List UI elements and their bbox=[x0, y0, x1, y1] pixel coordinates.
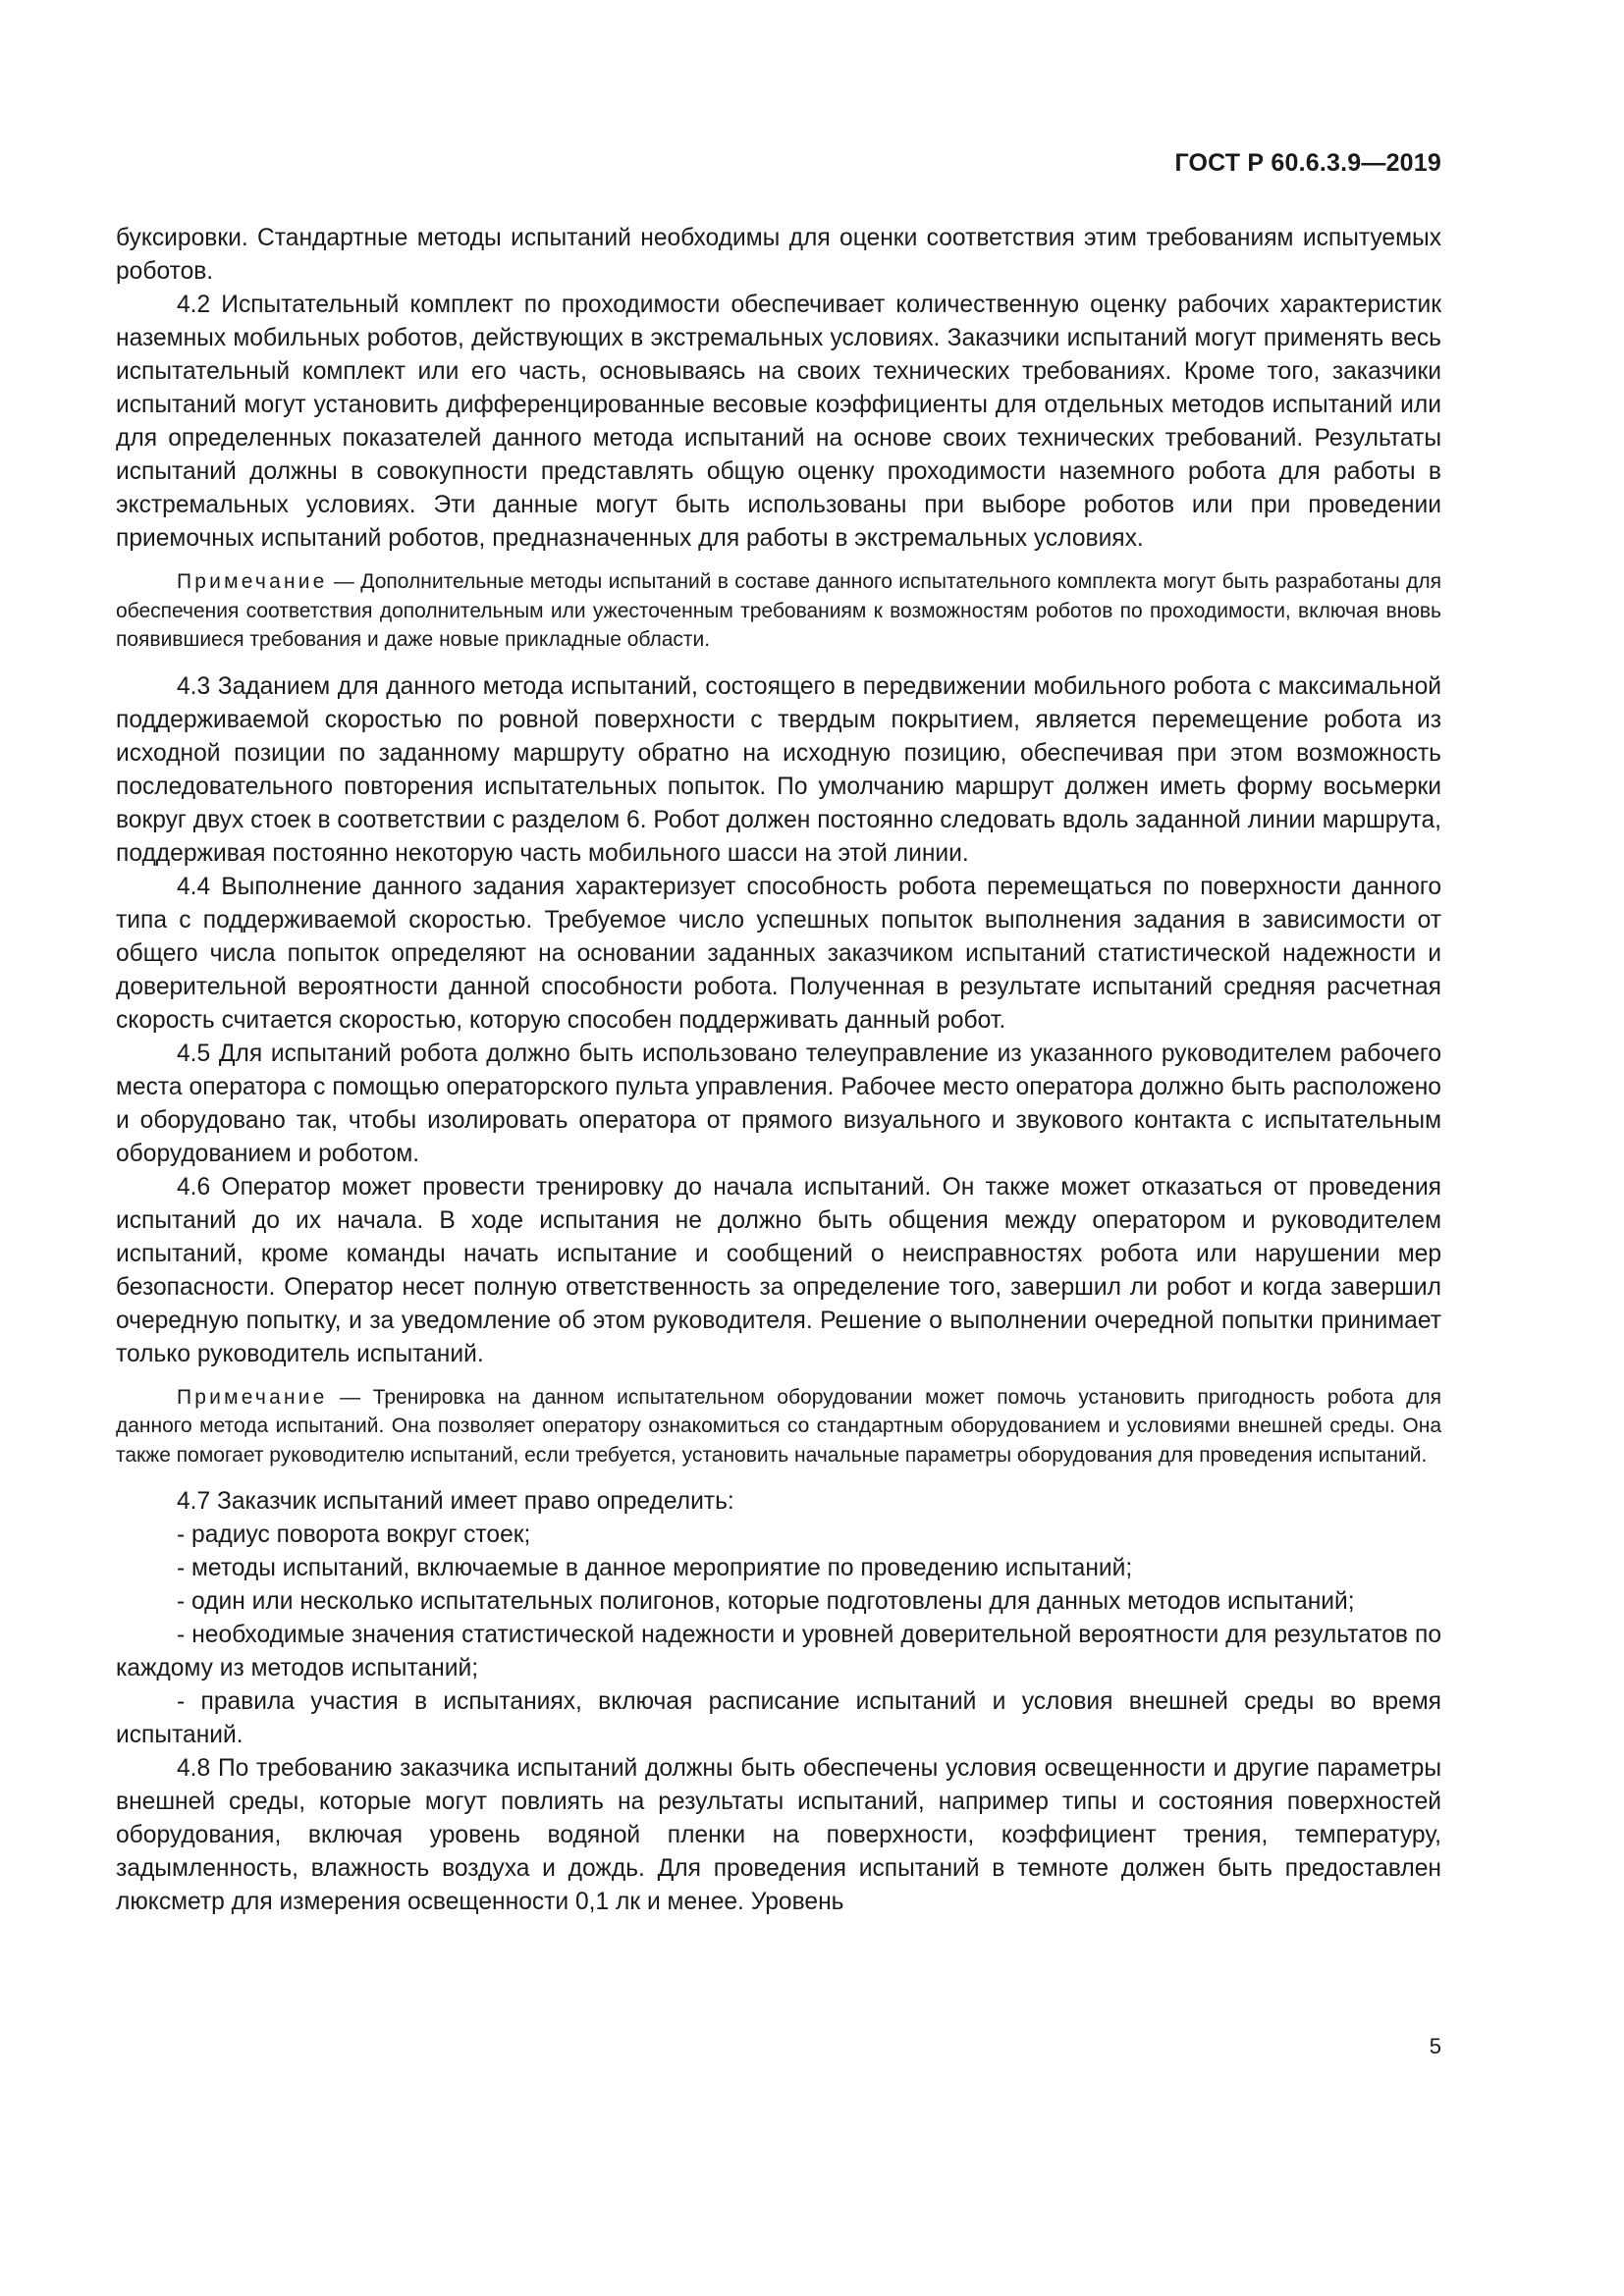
paragraph-4-2: 4.2 Испытательный комплект по проходимости обеспечивает количественную оценку рабочих характеристик наземных мобильных роботов, действующих в экстремальных условиях. Заказчики испытаний могут применять весь испытательный комплект или его часть, основываясь на своих технических требованиях. Кроме того, заказчики испытаний могут установить дифференцированные весовые коэффициенты для отдельных методов испытаний или для определенных показателей данного метода испытаний на основе своих технических требований. Результаты испытаний должны в совокупности представлять общую оценку проходимости наземного робота для работы в экстремальных условиях. Эти данные могут быть использованы при выборе роботов или при проведении приемочных испытаний роботов, предназначенных для работы в экстремальных условиях. bbox=[116, 292, 1441, 552]
paragraph-4-3: 4.3 Заданием для данного метода испытаний, состоящего в передвижении мобильного робота с максимальной поддерживаемой скоростью по ровной поверхности с твердым покрытием, является перемещение робота из исходной позиции по заданному маршруту обратно на исходную позицию, обеспечивая при этом возможность последовательного повторения испытательных попыток. По умолчанию маршрут должен иметь форму восьмерки вокруг двух стоек в соответствии с разделом 6. Робот должен постоянно следовать вдоль заданной линии маршрута, поддерживая постоянно некоторую часть мобильного шасси на этой линии. bbox=[116, 672, 1441, 867]
document-body bbox=[116, 222, 1441, 1919]
note-2-label: Примечание bbox=[177, 1385, 328, 1409]
paragraph-4-6: 4.6 Оператор может провести тренировку до начала испытаний. Он также может отказаться от проведения испытаний до их начала. В ходе испытания не должно быть общения между оператором и руководителем испытаний, кроме команды начать испытание и сообщений о неисправностях робота или нарушении мер безопасности. Оператор несет полную ответственность за определение того, завершил ли робот и когда завершил очередную попытку, и за уведомление об этом руководителя. Решение о выполнении очередной попытки принимает только руководитель испытаний. bbox=[116, 1173, 1441, 1367]
list-item: - радиус поворота вокруг стоек; bbox=[177, 1522, 531, 1548]
note-2-text: — Тренировка на данном испытательном оборудовании может помочь установить пригодность робота для данного метода испытаний. Она позволяет оператору ознакомиться со стандартным оборудованием и условиями внешней среды. Она также помогает руководителю испытаний, если требуется, установить начальные параметры оборудования для проведения испытаний. bbox=[116, 1385, 1441, 1467]
note-1 bbox=[116, 567, 1441, 655]
document-code-header: ГОСТ Р 60.6.3.9—2019 bbox=[1174, 149, 1441, 177]
paragraph-4-4: 4.4 Выполнение данного задания характеризует способность робота перемещаться по поверхности данного типа с поддерживаемой скоростью. Требуемое число успешных попыток выполнения задания в зависимости от общего числа попыток определяют на основании заданных заказчиком испытаний статистической надежности и доверительной вероятности данной способности робота. Полученная в результате испытаний средняя расчетная скорость считается скоростью, которую способен поддерживать данный робот. bbox=[116, 873, 1441, 1034]
list-item: - один или несколько испытательных полигонов, которые подготовлены для данных методов испытаний; bbox=[177, 1588, 1355, 1615]
paragraph-4-8: 4.8 По требованию заказчика испытаний должны быть обеспечены условия освещенности и другие параметры внешней среды, которые могут повлиять на результаты испытаний, например типы и состояния поверхностей оборудования, включая уровень водяной пленки на поверхности, коэффициент трения, температуру, задымленность, влажность воздуха и дождь. Для проведения испытаний в темноте должен быть предоставлен люксметр для измерения освещенности 0,1 лк и менее. Уровень bbox=[116, 1755, 1441, 1915]
note-2 bbox=[116, 1383, 1441, 1470]
page-number: 5 bbox=[1429, 2034, 1441, 2058]
paragraph-intro: буксировки. Стандартные методы испытаний необходимы для оценки соответствия этим требованиям испытуемых роботов. bbox=[116, 225, 1441, 285]
paragraph-4-5: 4.5 Для испытаний робота должно быть использовано телеуправление из указанного руководителем рабочего места оператора с помощью операторского пульта управления. Рабочее место оператора должно быть расположено и оборудовано так, чтобы изолировать оператора от прямого визуального и звукового контакта с испытательным оборудованием и роботом. bbox=[116, 1040, 1441, 1167]
list-item: - правила участия в испытаниях, включая расписание испытаний и условия внешней среды во время испытаний. bbox=[116, 1688, 1441, 1748]
list-item: - необходимые значения статистической надежности и уровней доверительной вероятности для результатов по каждому из методов испытаний; bbox=[116, 1622, 1441, 1682]
paragraph-4-7: 4.7 Заказчик испытаний имеет право определить: bbox=[177, 1488, 734, 1515]
note-1-label: Примечание bbox=[177, 570, 328, 593]
list-item: - методы испытаний, включаемые в данное мероприятие по проведению испытаний; bbox=[177, 1555, 1133, 1581]
note-1-text: — Дополнительные методы испытаний в составе данного испытательного комплекта могут быть разработаны для обеспечения соответствия дополнительным или ужесточенным требованиям к возможностям роботов по проходимости, включая вновь появившиеся требования и даже новые прикладные области. bbox=[116, 570, 1441, 651]
